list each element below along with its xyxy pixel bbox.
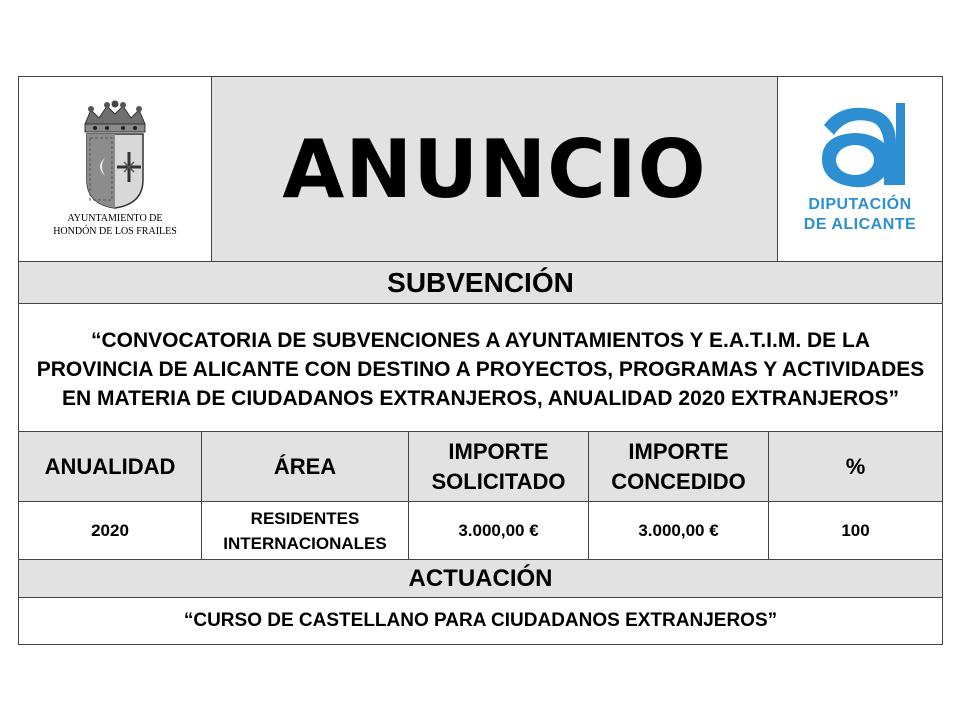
header-importe-solicitado-line1: IMPORTE — [448, 438, 549, 464]
cell-anualidad-value: 2020 — [91, 521, 129, 540]
diputacion-logo-block — [778, 77, 942, 261]
header-importe-concedido-line1: IMPORTE — [628, 438, 729, 464]
title-block — [212, 77, 778, 261]
header-porcentaje — [769, 432, 942, 501]
town-name-line2: HONDÓN DE LOS FRAILES — [53, 226, 177, 237]
header-anualidad — [19, 432, 202, 501]
actuacion-title: ACTUACIÓN — [408, 564, 553, 592]
cell-porcentaje-value: 100 — [841, 521, 870, 540]
header-porcentaje-label: % — [845, 453, 866, 479]
diputacion-line2: DE ALICANTE — [803, 216, 917, 233]
town-name-line1: AYUNTAMIENTO DE — [67, 213, 163, 224]
subvencion-title: SUBVENCIÓN — [387, 266, 574, 298]
cell-area — [202, 502, 409, 559]
diputacion-line1: DIPUTACIÓN — [808, 196, 912, 213]
table-header-row — [19, 432, 942, 502]
cell-importe-solicitado — [409, 502, 589, 559]
header-row — [19, 77, 942, 262]
header-importe-solicitado — [409, 432, 589, 501]
town-logo-block — [19, 77, 212, 261]
header-importe-solicitado-line2: SOLICITADO — [431, 468, 566, 494]
subvencion-heading — [19, 262, 942, 304]
subvencion-description — [19, 304, 942, 432]
actuacion-description-text: “CURSO DE CASTELLANO PARA CIUDADANOS EXTRANJEROS” — [183, 610, 778, 631]
diputacion-a-logo-icon — [810, 103, 910, 189]
header-importe-concedido-line2: CONCEDIDO — [611, 468, 746, 494]
cell-anualidad — [19, 502, 202, 559]
header-importe-concedido — [589, 432, 769, 501]
actuacion-description — [19, 598, 942, 644]
header-area-label: ÁREA — [273, 453, 337, 479]
page-title: ANUNCIO — [282, 122, 707, 216]
cell-area-line2: INTERNACIONALES — [223, 533, 387, 553]
cell-importe-solicitado-value: 3.000,00 € — [458, 521, 539, 540]
cell-area-line1: RESIDENTES — [250, 508, 360, 528]
cell-importe-concedido-value: 3.000,00 € — [638, 521, 719, 540]
cell-porcentaje — [769, 502, 942, 559]
cell-importe-concedido — [589, 502, 769, 559]
table-row — [19, 502, 942, 560]
announcement-sheet — [18, 76, 943, 645]
actuacion-heading — [19, 560, 942, 598]
coat-of-arms-icon — [77, 100, 153, 210]
header-anualidad-label: ANUALIDAD — [44, 453, 176, 479]
subvencion-description-text: “CONVOCATORIA DE SUBVENCIONES A AYUNTAMIENTOS Y E.A.T.I.M. DE LA PROVINCIA DE ALICANTE CON DESTINO A PROYECTOS, PROGRAMAS Y ACTIVIDADES EN MATERIA DE CIUDADANOS EXTRANJEROS, ANUALIDAD 2020 EXTRANJEROS” — [36, 329, 925, 410]
header-area — [202, 432, 409, 501]
